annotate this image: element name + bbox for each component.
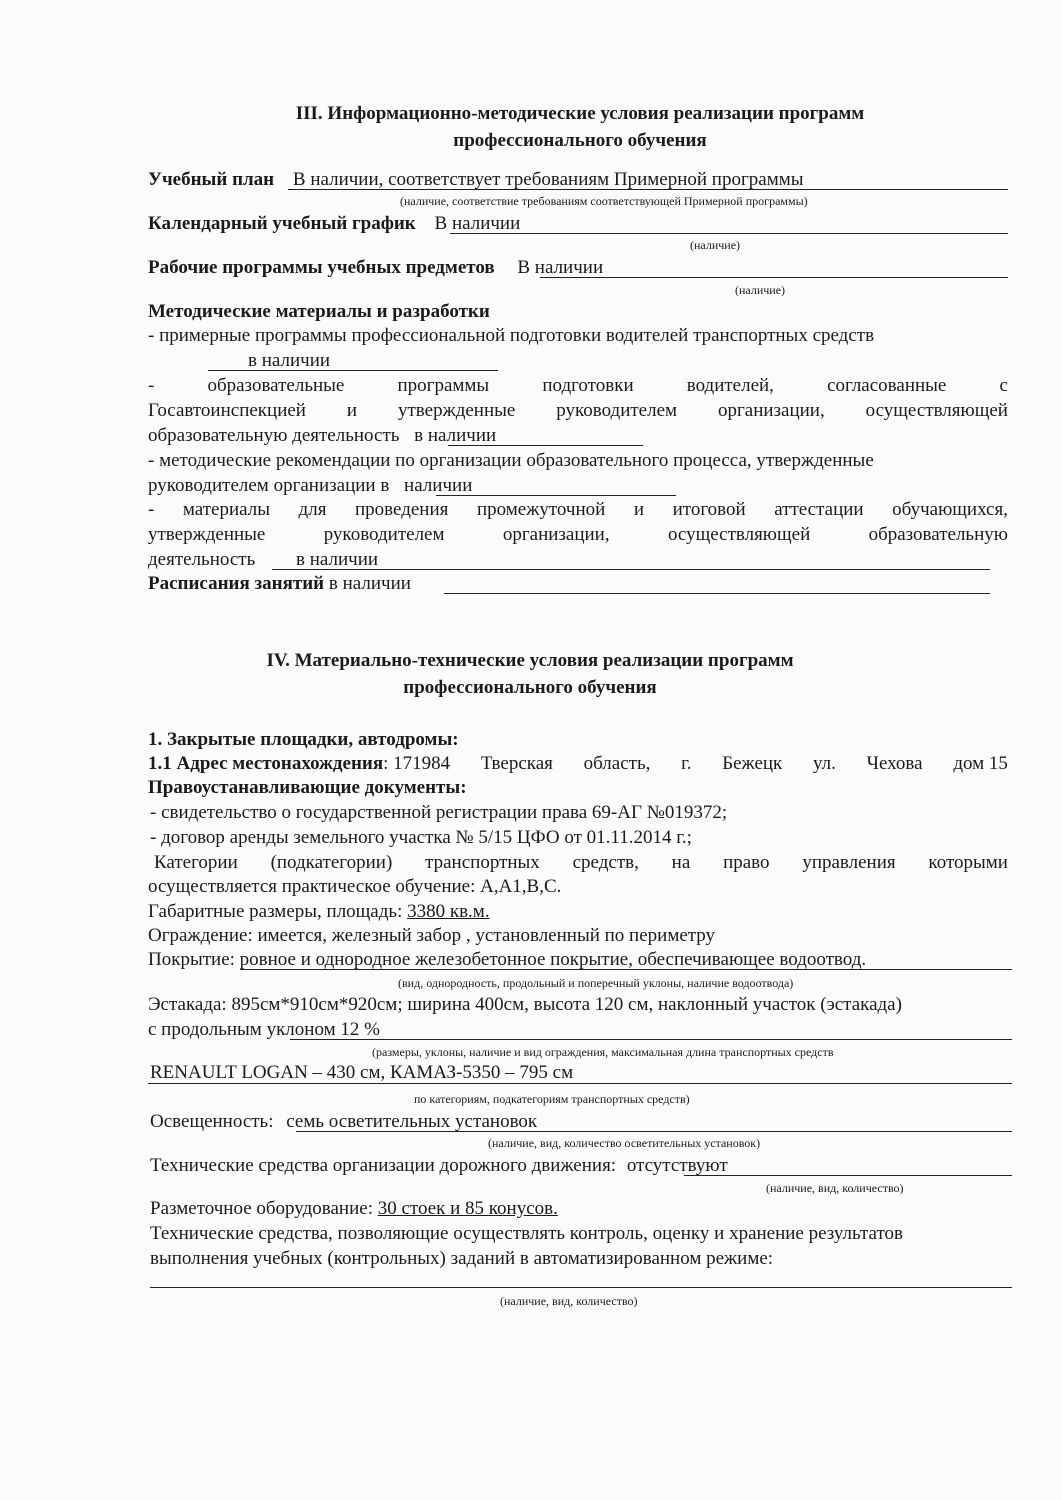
item2-line2: Госавтоинспекцией и утвержденные руководителем организации, осуществляющей [148, 400, 1008, 421]
section4-title-line2: профессионального обучения [403, 677, 657, 698]
categories-line2: осуществляется практическое обучение: A,A1,B,C. [148, 876, 562, 897]
work-programs-label: Рабочие программы учебных предметов [148, 257, 495, 278]
cover-value: ровное и однородное железобетонное покрытие, обеспечивающее водоотвод. [234, 949, 867, 970]
methodic-label: Методические материалы и разработки [148, 301, 490, 322]
marking-label: Разметочное оборудование: [150, 1198, 373, 1219]
item1-text: - примерные программы профессиональной подготовки водителей транспортных средств [148, 325, 875, 346]
lighting-underline [296, 1131, 1012, 1132]
schedule-label: Календарный учебный график [148, 213, 416, 234]
traffic-value: отсутствуют [626, 1155, 728, 1176]
sub1-heading: 1. Закрытые площадки, автодромы: [148, 729, 459, 750]
docs-label: Правоустанавливающие документы: [148, 777, 467, 798]
timetable-underline [444, 593, 990, 594]
item2-line3: образовательную деятельность в наличии [148, 425, 497, 446]
item4-line2: утвержденные руководителем организации, осуществляющей образовательную [148, 524, 1008, 545]
vehicles-line: RENAULT LOGAN – 430 см, КАМАЗ-5350 – 795 см [150, 1062, 574, 1083]
timetable-row [148, 572, 411, 596]
cover-caption: (вид, однородность, продольный и поперечный уклоны, наличие водоотвода) [398, 976, 794, 990]
timetable-value: в наличии [328, 573, 411, 594]
work-programs-row [148, 256, 603, 280]
item3-line2: руководителем организации в наличии [148, 475, 473, 496]
lighting-label: Освещенность: [150, 1111, 274, 1132]
overpass-underline [290, 1039, 1012, 1040]
item2-line1: - образовательные программы подготовки водителей, согласованные с [148, 375, 1008, 396]
schedule-caption: (наличие) [690, 238, 741, 252]
work-programs-underline [540, 277, 1008, 278]
work-programs-value: В наличии [517, 257, 604, 278]
overpass-line1: Эстакада: 895см*910см*920см; ширина 400см, высота 120 см, наклонный участок (эстакада) [148, 994, 902, 1015]
schedule-underline [450, 233, 1008, 234]
plan-caption: (наличие, соответствие требованиям соответствующей Примерной программы) [400, 194, 808, 208]
vehicles-underline [148, 1083, 1012, 1084]
plan-underline [288, 189, 1008, 190]
item3-line1: - методические рекомендации по организации образовательного процесса, утвержденные [148, 450, 874, 471]
section3-title-line2: профессионального обучения [453, 130, 707, 151]
tech-underline [150, 1287, 1012, 1288]
work-programs-caption: (наличие) [735, 283, 786, 297]
item3-underline [436, 495, 676, 496]
address-row: 1.1 Адрес местонахождения: 171984 Тверская область, г. Бежецк ул. Чехова дом 15 [148, 753, 1008, 774]
dimensions-label: Габаритные размеры, площадь: [148, 901, 403, 922]
item1-underline [208, 370, 498, 371]
dimensions-value: 3380 кв.м. [407, 901, 490, 922]
schedule-value: В наличии [434, 213, 521, 234]
item3-value: наличии [404, 475, 473, 496]
marking-value: 30 стоек и 85 конусов. [377, 1198, 558, 1219]
item4-line3: деятельность в наличии [148, 549, 379, 570]
cover-label: Покрытие: [148, 949, 235, 970]
doc1: - свидетельство о государственной регистрации права 69-АГ №019372; [150, 802, 728, 823]
section3-title-line1: III. Информационно-методические условия реализации программ [295, 103, 865, 124]
item4-underline [272, 569, 990, 570]
categories-line1: Категории (подкатегории) транспортных средств, на право управления которыми [154, 852, 1008, 873]
section4-title-line1: IV. Материально-технические условия реализации программ [266, 650, 794, 671]
tech-line2: выполнения учебных (контрольных) заданий в автоматизированном режиме: [150, 1248, 774, 1269]
item2-underline [448, 445, 643, 446]
marking-row [150, 1197, 558, 1221]
item2-value: в наличии [414, 425, 497, 446]
plan-label: Учебный план [148, 169, 275, 190]
tech-caption: (наличие, вид, количество) [500, 1294, 638, 1308]
vehicles-caption: по категориям, подкатегориям транспортных средств) [414, 1092, 690, 1106]
overpass-caption: (размеры, уклоны, наличие и вид ограждения, максимальная длина транспортных средств [372, 1045, 834, 1059]
tech-line1: Технические средства, позволяющие осуществлять контроль, оценку и хранение результатов [150, 1223, 903, 1244]
overpass-line2: с продольным уклоном 12 % [148, 1019, 380, 1040]
lighting-caption: (наличие, вид, количество осветительных установок) [488, 1136, 761, 1150]
dimensions-row [148, 900, 490, 924]
doc2: - договор аренды земельного участка № 5/15 ЦФО от 01.11.2014 г.; [150, 827, 692, 848]
lighting-value: семь осветительных установок [286, 1111, 538, 1132]
traffic-caption: (наличие, вид, количество) [766, 1181, 904, 1195]
traffic-label: Технические средства организации дорожного движения: [150, 1155, 617, 1176]
timetable-label: Расписания занятий [148, 573, 325, 594]
item4-line1: - материалы для проведения промежуточной и итоговой аттестации обучающихся, [148, 499, 1008, 520]
cover-underline [240, 969, 1012, 970]
address-label: 1.1 Адрес местонахождения [148, 753, 384, 774]
item4-value: в наличии [296, 549, 379, 570]
fence-line: Ограждение: имеется, железный забор , установленный по периметру [148, 925, 716, 946]
traffic-row [150, 1154, 728, 1178]
item1-value: в наличии [248, 350, 331, 371]
traffic-underline [684, 1175, 1012, 1176]
plan-value: В наличии, соответствует требованиям Примерной программы [292, 169, 804, 190]
